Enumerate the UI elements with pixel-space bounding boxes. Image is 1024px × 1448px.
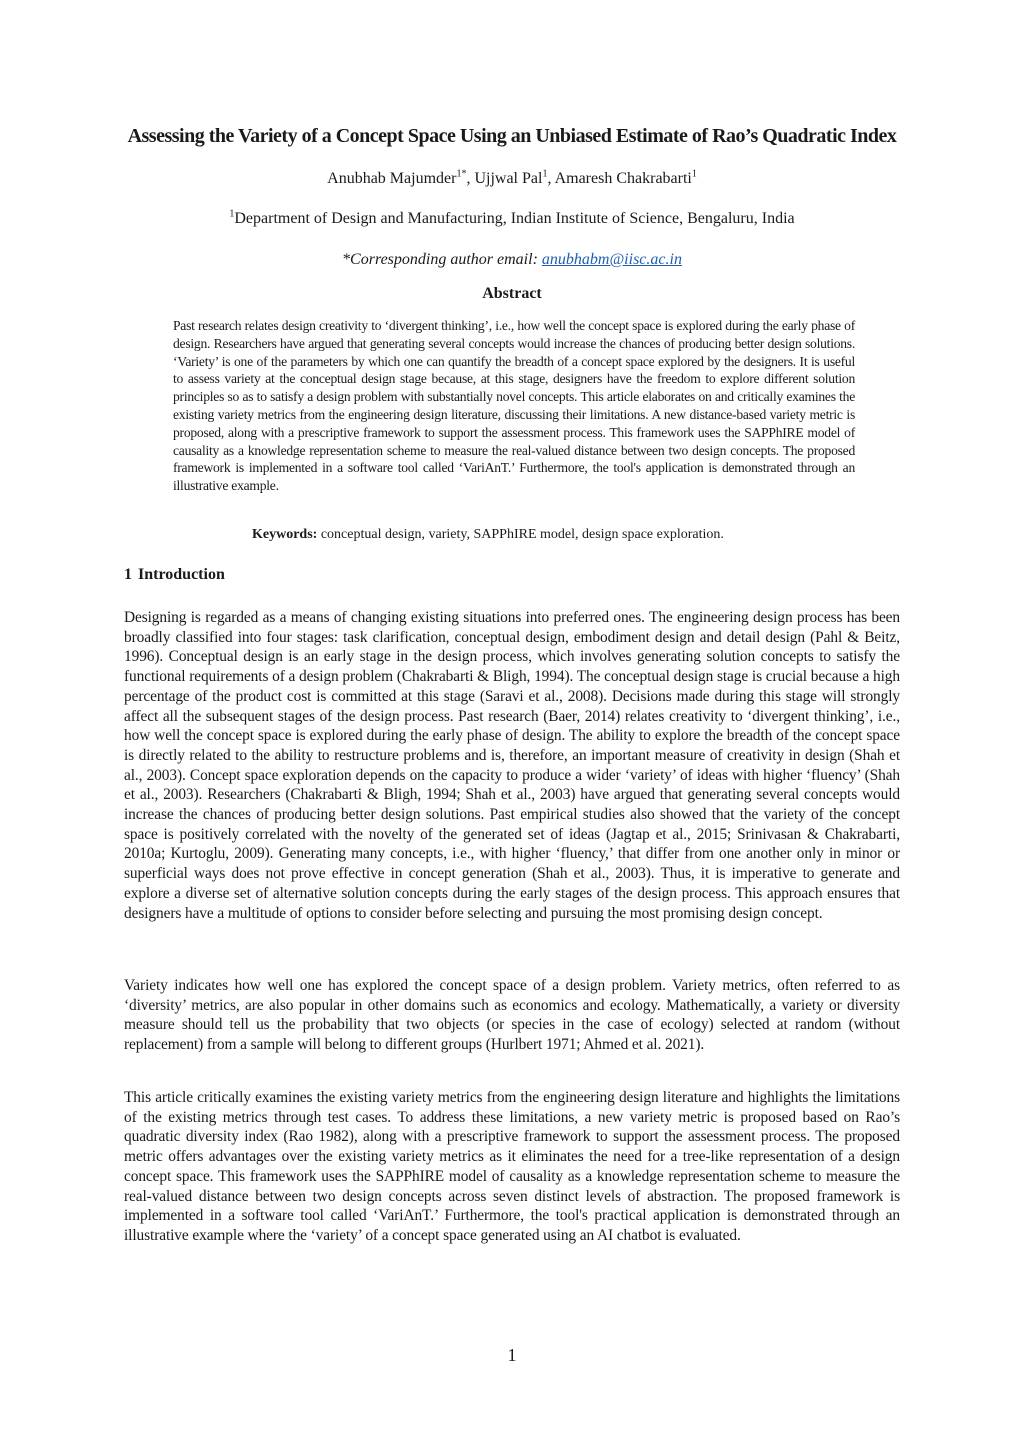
affiliation xyxy=(0,210,1024,228)
author-affil-mark: 1* xyxy=(456,168,467,180)
author-name: Ujjwal Pal xyxy=(474,170,543,187)
author-list xyxy=(0,170,1024,188)
section-heading xyxy=(124,566,225,584)
section-title: Introduction xyxy=(138,566,225,583)
corresponding-label: *Corresponding author email: xyxy=(342,251,542,268)
author-affil-mark: 1 xyxy=(542,168,548,180)
keywords-text: conceptual design, variety, SAPPhIRE model, design space exploration. xyxy=(317,527,724,542)
page-number: 1 xyxy=(507,1345,517,1365)
body-paragraph: Variety indicates how well one has explored the concept space of a design problem. Variety metrics, often referred to as ‘diversity’ metrics, are also popular in other domains such as economics and ecology. Mathematically, a variety or diversity measure should tell us the probability that two objects (or species in the case of ecology) selected at random (without replacement) from a sample will belong to different groups (Hurlbert 1971; Ahmed et al. 2021). xyxy=(124,977,900,1054)
author-affil-mark: 1 xyxy=(691,168,697,180)
author-name: Amaresh Chakrabarti xyxy=(554,170,692,187)
keywords xyxy=(252,527,872,543)
affiliation-mark: 1 xyxy=(229,208,235,220)
body-paragraph: This article critically examines the existing variety metrics from the engineering design literature and highlights the limitations of the existing metrics through test cases. To address these limitations, a new variety metric is proposed based on Rao’s quadratic diversity index (Rao 1982), along with a prescriptive framework to support the assessment process. The proposed metric offers advantages over the existing variety metrics as it eliminates the need for a tree-like representation of a design concept space. This framework uses the SAPPhIRE model of causality as a knowledge representation scheme to measure the real-valued distance between two design concepts across seven distinct levels of abstraction. The proposed framework is implemented in a software tool called ‘VariAnT.’ Furthermore, the tool's practical application is demonstrated through an illustrative example where the ‘variety’ of a concept space generated using an AI chatbot is evaluated. xyxy=(124,1089,900,1244)
abstract-heading: Abstract xyxy=(482,285,542,302)
section-number: 1 xyxy=(124,566,132,583)
email-link[interactable]: anubhabm@iisc.ac.in xyxy=(541,251,682,268)
corresponding-author xyxy=(0,251,1024,269)
keywords-label: Keywords: xyxy=(252,527,318,542)
affiliation-text: Department of Design and Manufacturing, Indian Institute of Science, Bengaluru, India xyxy=(234,210,795,227)
abstract-text: Past research relates design creativity to ‘divergent thinking’, i.e., how well the concept space is explored during the early phase of design. Researchers have argued that generating several concepts would increase the chances of producing better design solutions. ‘Variety’ is one of the parameters by which one can quantify the breadth of a concept space explored by the designers. It is useful to assess variety at the conceptual design stage because, at this stage, designers have the freedom to explore different solution principles so as to satisfy a design problem with substantially novel concepts. This article elaborates on and critically examines the existing variety metrics from the engineering design literature, discussing their limitations. A new distance-based variety metric is proposed, along with a prescriptive framework to support the assessment process. This framework uses the SAPPhIRE model of causality as a knowledge representation scheme to measure the real-valued distance between two design concepts. The proposed framework is implemented in a software tool called ‘VariAnT.’ Furthermore, the tool's application is demonstrated through an illustrative example. xyxy=(173,318,855,494)
author-separator: , xyxy=(547,170,555,187)
author-separator: , xyxy=(466,170,475,187)
author-name: Anubhab Majumder xyxy=(327,170,457,187)
paper-title: Assessing the Variety of a Concept Space Using an Unbiased Estimate of Rao’s Quadratic Index xyxy=(127,125,897,147)
body-paragraph: Designing is regarded as a means of changing existing situations into preferred ones. The engineering design process has been broadly classified into four stages: task clarification, conceptual design, embodiment design and detail design (Pahl & Beitz, 1996). Conceptual design is an early stage in the design process, which involves generating solution concepts to satisfy the functional requirements of a design problem (Chakrabarti & Bligh, 1994). The conceptual design stage is crucial because a high percentage of the product cost is committed at this stage (Saravi et al., 2008). Decisions made during this stage will strongly affect all the subsequent stages of the design process. Past research (Baer, 2014) relates creativity to ‘divergent thinking’, i.e., how well the concept space is explored during the early phase of design. The ability to explore the breadth of the concept space is directly related to the ability to restructure problems and is, therefore, an important measure of creativity in design (Shah et al., 2003). Concept space exploration depends on the capacity to produce a wider ‘variety’ of ideas with higher ‘fluency’ (Shah et al., 2003). Researchers (Chakrabarti & Bligh, 1994; Shah et al., 2003) have argued that generating several concepts would increase the chances of producing better design solutions. Past empirical studies also showed that the variety of the concept space is positively correlated with the novelty of the generated set of ideas (Jagtap et al., 2015; Srinivasan & Chakrabarti, 2010a; Kurtoglu, 2009). Generating many concepts, i.e., with higher ‘fluency,’ that differ from one another only in minor or superficial ways does not prove effective in concept generation (Shah et al., 2003). Thus, it is imperative to generate and explore a diverse set of alternative solution concepts during the early stages of the design process. This approach ensures that designers have a multitude of options to consider before selecting and pursuing the most promising design concept. xyxy=(124,609,900,922)
